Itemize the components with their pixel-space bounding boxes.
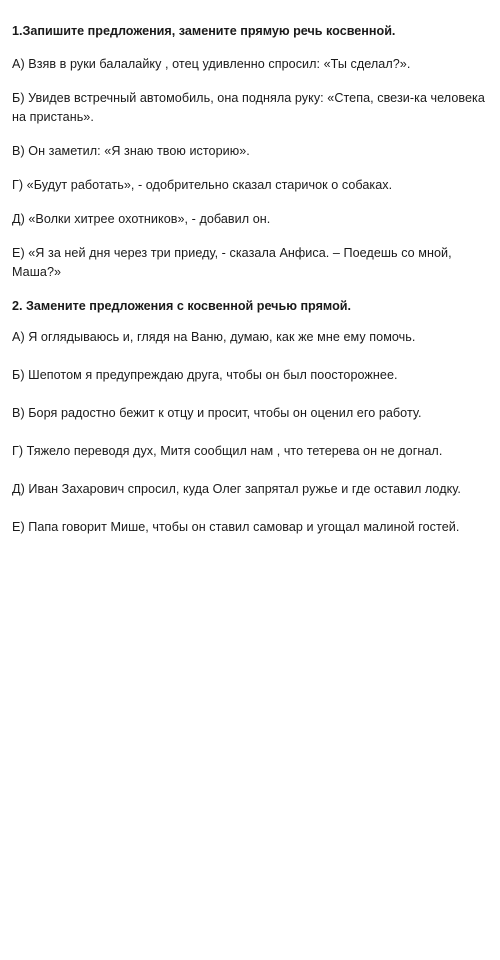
exercise-1-item-d: Д) «Волки хитрее охотников», - добавил он. — [12, 212, 271, 226]
exercise-2-heading: 2. Замените предложения с косвенной речью прямой. — [12, 299, 352, 313]
exercise-2-item-g: Г) Тяжело переводя дух, Митя сообщил нам , что тетерева он не догнал. — [12, 444, 443, 458]
exercise-1-item-a: А) Взяв в руки балалайку , отец удивленно спросил: «Ты сделал?». — [12, 57, 411, 71]
exercise-2-item-a: А) Я оглядываюсь и, глядя на Ваню, думаю, как же мне ему помочь. — [12, 330, 416, 344]
exercise-2 — [12, 297, 490, 537]
exercise-1-item-b: Б) Увидев встречный автомобиль, она подняла руку: «Степа, свези-ка человека на пристань». — [12, 91, 485, 124]
exercise-2-item-b: Б) Шепотом я предупреждаю друга, чтобы он был поосторожнее. — [12, 368, 398, 382]
exercise-1 — [12, 22, 490, 282]
exercise-1-heading: 1.Запишите предложения, замените прямую речь косвенной. — [12, 24, 396, 38]
exercise-1-item-v: В) Он заметил: «Я знаю твою историю». — [12, 144, 250, 158]
exercise-2-item-d: Д) Иван Захарович спросил, куда Олег запрятал ружье и где оставил лодку. — [12, 482, 461, 496]
exercise-1-item-e: Е) «Я за ней дня через три приеду, - сказала Анфиса. – Поедешь со мной, Маша?» — [12, 246, 452, 279]
exercise-2-item-v: В) Боря радостно бежит к отцу и просит, чтобы он оценил его работу. — [12, 406, 422, 420]
exercise-2-item-e: Е) Папа говорит Мише, чтобы он ставил самовар и угощал малиной гостей. — [12, 520, 460, 534]
exercise-1-item-g: Г) «Будут работать», - одобрительно сказал старичок о собаках. — [12, 178, 393, 192]
